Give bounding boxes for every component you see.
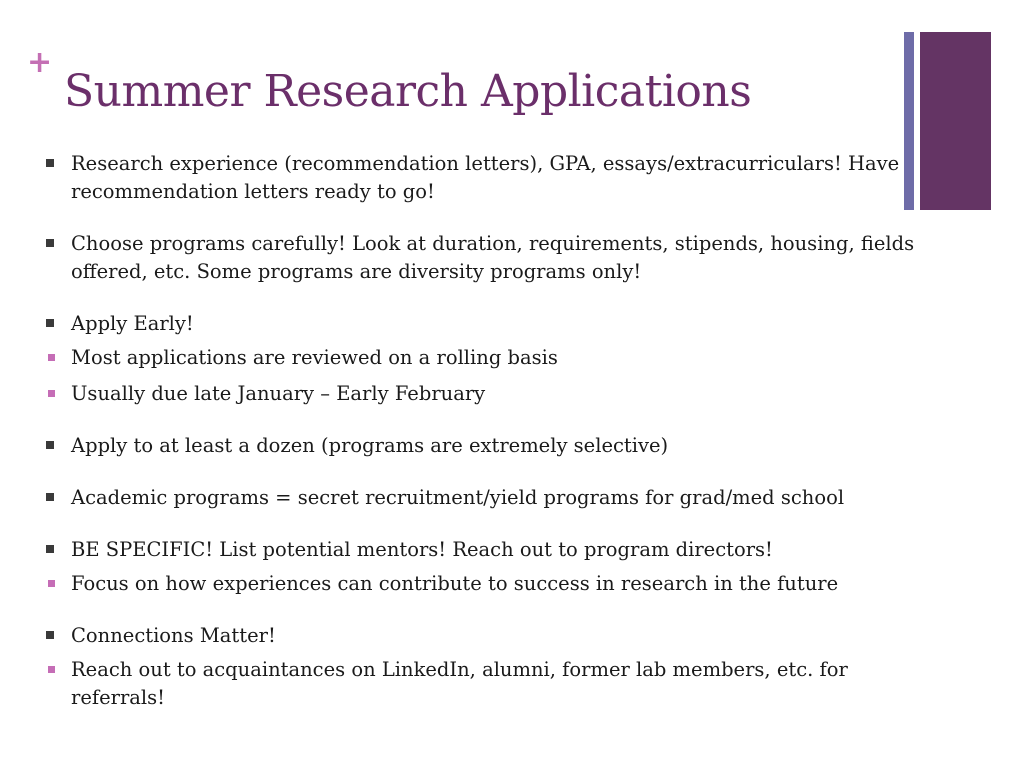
square-bullet-icon [46, 239, 54, 247]
bullet-item [46, 484, 916, 512]
page-title: Summer Research Applications [64, 66, 752, 117]
bullet-text: Choose programs carefully! Look at duration, requirements, stipends, housing, fields offered, etc. Some programs are diversity programs only! [71, 232, 915, 283]
square-bullet-icon [46, 319, 54, 327]
pink-square-bullet-icon [48, 354, 55, 361]
accent-bar-thick [920, 32, 991, 210]
sub-bullet-group [46, 344, 916, 408]
bullet-list [46, 150, 916, 736]
sub-bullet-item [46, 380, 916, 408]
bullet-item [46, 230, 916, 286]
sub-bullet-list [46, 570, 916, 598]
sub-bullet-item [46, 656, 916, 712]
square-bullet-icon [46, 631, 54, 639]
square-bullet-icon [46, 545, 54, 553]
square-bullet-icon [46, 441, 54, 449]
plus-icon: + [27, 45, 53, 80]
square-bullet-icon [46, 159, 54, 167]
bullet-item [46, 310, 916, 338]
pink-square-bullet-icon [48, 390, 55, 397]
square-bullet-icon [46, 493, 54, 501]
bullet-text: Academic programs = secret recruitment/yield programs for grad/med school [71, 486, 845, 509]
pink-square-bullet-icon [48, 580, 55, 587]
sub-bullet-item [46, 344, 916, 372]
bullet-text: Apply to at least a dozen (programs are extremely selective) [71, 434, 669, 457]
bullet-text: Research experience (recommendation letters), GPA, essays/extracurriculars! Have recommendation letters ready to go! [71, 152, 900, 203]
sub-bullet-text: Focus on how experiences can contribute to success in research in the future [71, 572, 839, 595]
sub-bullet-text: Reach out to acquaintances on LinkedIn, alumni, former lab members, etc. for referrals! [71, 658, 848, 709]
sub-bullet-list [46, 344, 916, 408]
bullet-text: BE SPECIFIC! List potential mentors! Reach out to program directors! [71, 538, 773, 561]
bullet-text: Apply Early! [71, 312, 194, 335]
sub-bullet-text: Usually due late January – Early February [71, 382, 486, 405]
sub-bullet-list [46, 656, 916, 712]
sub-bullet-text: Most applications are reviewed on a rolling basis [71, 346, 558, 369]
pink-square-bullet-icon [48, 666, 55, 673]
sub-bullet-group [46, 656, 916, 712]
bullet-item [46, 432, 916, 460]
sub-bullet-group [46, 570, 916, 598]
bullet-item [46, 622, 916, 650]
bullet-item [46, 150, 916, 206]
bullet-item [46, 536, 916, 564]
sub-bullet-item [46, 570, 916, 598]
bullet-text: Connections Matter! [71, 624, 276, 647]
